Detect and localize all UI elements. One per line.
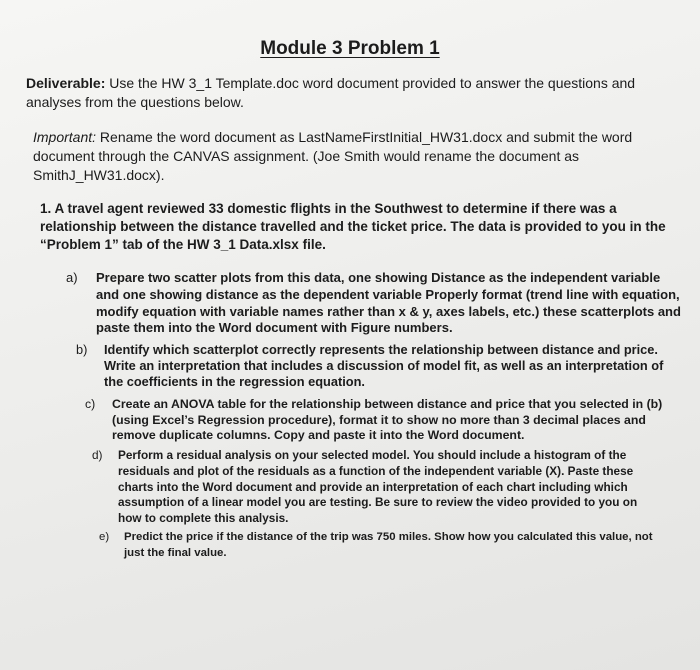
question-item-d <box>92 448 658 527</box>
deliverable-paragraph <box>26 74 676 112</box>
question-1: 1. A travel agent reviewed 33 domestic flights in the Southwest to determine if there was a relationship between the distance travelled and the ticket price. The data is provided to you in the “Problem 1” tab of the HW 3_1 Data.xlsx file. <box>40 201 666 252</box>
question-item-a <box>66 270 686 337</box>
question-item-c <box>85 397 672 444</box>
deliverable-label: Deliverable: <box>26 75 106 91</box>
item-marker: c) <box>85 397 96 411</box>
question-item-e <box>99 530 654 561</box>
item-text: Create an ANOVA table for the relationship between distance and price that you selected in (b) (using Excel’s Regression procedure), format it to show no more than 3 decimal places and remove duplicate columns. Copy and paste it into the Word document. <box>112 397 663 443</box>
page-title <box>0 38 700 60</box>
list-item <box>66 270 686 337</box>
important-label: Important: <box>33 129 97 145</box>
item-marker: e) <box>99 531 110 543</box>
item-marker: d) <box>92 448 103 462</box>
list-item <box>99 530 654 561</box>
important-text: Rename the word document as LastNameFirstInitial_HW31.docx and submit the word document through the CANVAS assignment. (Joe Smith would rename the document as SmithJ_HW31.docx). <box>33 129 633 183</box>
question-item-b <box>76 342 679 391</box>
list-item <box>76 342 679 391</box>
item-text: Perform a residual analysis on your selected model. You should include a histogram of the residuals and plot of the residuals as a function of the independent variable (X). Paste these charts into the Word document and provide an interpretation of each chart including which assumption of a linear model you are testing. Be sure to review the video provided to you on how to complete this analysis. <box>118 448 638 526</box>
item-text: Prepare two scatter plots from this data, one showing Distance as the independent variable and one showing distance as the dependent variable Properly format (trend line with equation, modify equation with variable names rather than x & y, axes labels, etc.) these scatterplots and paste them into the Word document with Figure numbers. <box>96 270 681 336</box>
list-item <box>92 448 658 527</box>
deliverable-text: Use the HW 3_1 Template.doc word document provided to answer the questions and analyses from the questions below. <box>26 75 636 110</box>
item-marker: b) <box>76 342 88 357</box>
important-paragraph <box>33 128 673 185</box>
list-item <box>85 397 672 444</box>
item-text: Predict the price if the distance of the trip was 750 miles. Show how you calculated this value, not just the final value. <box>124 531 653 559</box>
page-title-text: Module 3 Problem 1 <box>260 38 440 59</box>
item-marker: a) <box>66 270 78 285</box>
item-text: Identify which scatterplot correctly represents the relationship between distance and price. Write an interpretation that includes a discussion of model fit, as well as an interpretation of the coefficients in the regression equation. <box>104 342 664 390</box>
